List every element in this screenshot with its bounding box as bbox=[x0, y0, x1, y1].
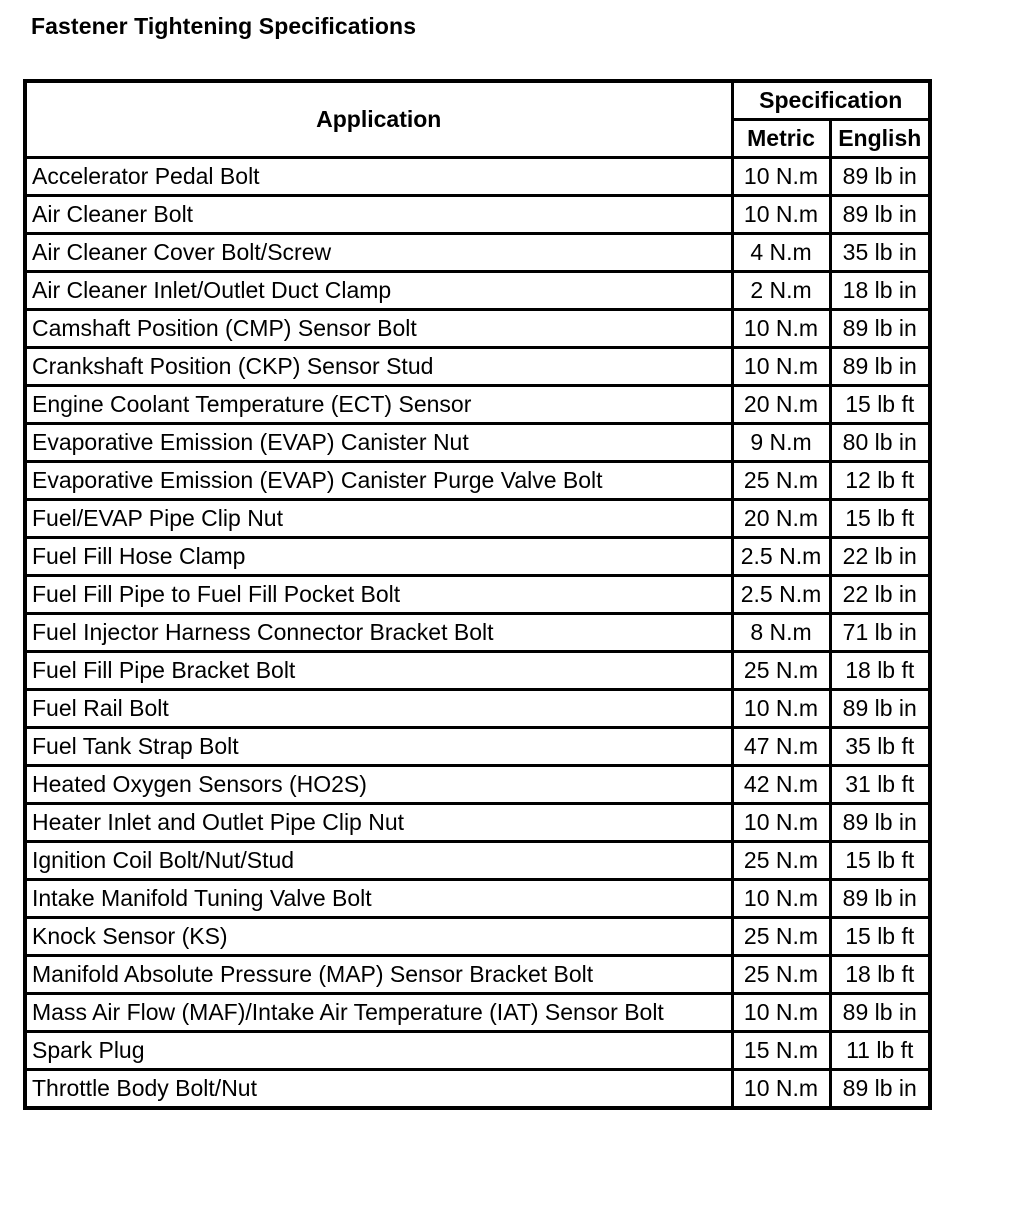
cell-metric: 10 N.m bbox=[732, 310, 830, 348]
cell-application: Fuel/EVAP Pipe Clip Nut bbox=[25, 500, 732, 538]
table-row bbox=[25, 500, 930, 538]
cell-metric: 15 N.m bbox=[732, 1032, 830, 1070]
cell-application: Evaporative Emission (EVAP) Canister Nut bbox=[25, 424, 732, 462]
cell-metric: 10 N.m bbox=[732, 1070, 830, 1109]
table-row bbox=[25, 766, 930, 804]
cell-metric: 10 N.m bbox=[732, 804, 830, 842]
cell-metric: 25 N.m bbox=[732, 842, 830, 880]
cell-english: 22 lb in bbox=[830, 538, 930, 576]
specification-table bbox=[23, 79, 932, 1110]
table-row bbox=[25, 462, 930, 500]
cell-english: 80 lb in bbox=[830, 424, 930, 462]
cell-english: 89 lb in bbox=[830, 804, 930, 842]
cell-english: 89 lb in bbox=[830, 158, 930, 196]
table-row bbox=[25, 804, 930, 842]
cell-application: Ignition Coil Bolt/Nut/Stud bbox=[25, 842, 732, 880]
table-row bbox=[25, 196, 930, 234]
table-header bbox=[25, 81, 930, 158]
table-row bbox=[25, 158, 930, 196]
cell-metric: 25 N.m bbox=[732, 918, 830, 956]
cell-english: 71 lb in bbox=[830, 614, 930, 652]
cell-english: 35 lb in bbox=[830, 234, 930, 272]
cell-english: 18 lb ft bbox=[830, 956, 930, 994]
cell-application: Manifold Absolute Pressure (MAP) Sensor Bracket Bolt bbox=[25, 956, 732, 994]
table-row bbox=[25, 348, 930, 386]
cell-application: Heated Oxygen Sensors (HO2S) bbox=[25, 766, 732, 804]
table-row bbox=[25, 234, 930, 272]
cell-english: 89 lb in bbox=[830, 310, 930, 348]
cell-metric: 10 N.m bbox=[732, 348, 830, 386]
cell-application: Air Cleaner Bolt bbox=[25, 196, 732, 234]
cell-metric: 25 N.m bbox=[732, 462, 830, 500]
table-row bbox=[25, 576, 930, 614]
header-application: Application bbox=[25, 81, 732, 158]
cell-metric: 20 N.m bbox=[732, 386, 830, 424]
cell-metric: 10 N.m bbox=[732, 690, 830, 728]
header-metric: Metric bbox=[732, 120, 830, 158]
cell-metric: 4 N.m bbox=[732, 234, 830, 272]
header-english: English bbox=[830, 120, 930, 158]
cell-english: 12 lb ft bbox=[830, 462, 930, 500]
cell-metric: 10 N.m bbox=[732, 880, 830, 918]
cell-application: Accelerator Pedal Bolt bbox=[25, 158, 732, 196]
cell-metric: 2.5 N.m bbox=[732, 538, 830, 576]
table-row bbox=[25, 272, 930, 310]
cell-application: Camshaft Position (CMP) Sensor Bolt bbox=[25, 310, 732, 348]
table-row bbox=[25, 728, 930, 766]
table-row bbox=[25, 424, 930, 462]
cell-english: 15 lb ft bbox=[830, 918, 930, 956]
cell-metric: 25 N.m bbox=[732, 652, 830, 690]
cell-english: 89 lb in bbox=[830, 880, 930, 918]
page-title: Fastener Tightening Specifications bbox=[31, 13, 417, 39]
cell-application: Fuel Fill Pipe to Fuel Fill Pocket Bolt bbox=[25, 576, 732, 614]
cell-metric: 8 N.m bbox=[732, 614, 830, 652]
cell-application: Mass Air Flow (MAF)/Intake Air Temperature (IAT) Sensor Bolt bbox=[25, 994, 732, 1032]
table-row bbox=[25, 918, 930, 956]
cell-application: Engine Coolant Temperature (ECT) Sensor bbox=[25, 386, 732, 424]
cell-application: Fuel Fill Pipe Bracket Bolt bbox=[25, 652, 732, 690]
cell-english: 31 lb ft bbox=[830, 766, 930, 804]
cell-metric: 2.5 N.m bbox=[732, 576, 830, 614]
cell-metric: 20 N.m bbox=[732, 500, 830, 538]
table-row bbox=[25, 880, 930, 918]
cell-application: Air Cleaner Cover Bolt/Screw bbox=[25, 234, 732, 272]
table-row bbox=[25, 386, 930, 424]
cell-metric: 47 N.m bbox=[732, 728, 830, 766]
cell-english: 18 lb in bbox=[830, 272, 930, 310]
table-row bbox=[25, 652, 930, 690]
cell-english: 89 lb in bbox=[830, 348, 930, 386]
header-specification: Specification bbox=[732, 81, 930, 120]
cell-metric: 10 N.m bbox=[732, 158, 830, 196]
cell-english: 35 lb ft bbox=[830, 728, 930, 766]
cell-metric: 9 N.m bbox=[732, 424, 830, 462]
table-row bbox=[25, 310, 930, 348]
cell-application: Spark Plug bbox=[25, 1032, 732, 1070]
cell-application: Evaporative Emission (EVAP) Canister Purge Valve Bolt bbox=[25, 462, 732, 500]
table-row bbox=[25, 614, 930, 652]
cell-application: Heater Inlet and Outlet Pipe Clip Nut bbox=[25, 804, 732, 842]
cell-application: Throttle Body Bolt/Nut bbox=[25, 1070, 732, 1109]
cell-application: Fuel Injector Harness Connector Bracket Bolt bbox=[25, 614, 732, 652]
table-row bbox=[25, 690, 930, 728]
cell-application: Fuel Tank Strap Bolt bbox=[25, 728, 732, 766]
table-row bbox=[25, 994, 930, 1032]
cell-application: Intake Manifold Tuning Valve Bolt bbox=[25, 880, 732, 918]
cell-application: Fuel Fill Hose Clamp bbox=[25, 538, 732, 576]
table-row bbox=[25, 1070, 930, 1109]
cell-english: 15 lb ft bbox=[830, 386, 930, 424]
cell-application: Crankshaft Position (CKP) Sensor Stud bbox=[25, 348, 732, 386]
table-row bbox=[25, 538, 930, 576]
cell-english: 89 lb in bbox=[830, 1070, 930, 1109]
cell-english: 15 lb ft bbox=[830, 500, 930, 538]
table-row bbox=[25, 842, 930, 880]
cell-english: 22 lb in bbox=[830, 576, 930, 614]
cell-english: 15 lb ft bbox=[830, 842, 930, 880]
cell-metric: 10 N.m bbox=[732, 196, 830, 234]
cell-application: Fuel Rail Bolt bbox=[25, 690, 732, 728]
cell-metric: 10 N.m bbox=[732, 994, 830, 1032]
cell-application: Knock Sensor (KS) bbox=[25, 918, 732, 956]
cell-application: Air Cleaner Inlet/Outlet Duct Clamp bbox=[25, 272, 732, 310]
cell-english: 18 lb ft bbox=[830, 652, 930, 690]
cell-english: 89 lb in bbox=[830, 196, 930, 234]
cell-english: 89 lb in bbox=[830, 690, 930, 728]
cell-metric: 2 N.m bbox=[732, 272, 830, 310]
table-body bbox=[25, 158, 930, 1109]
cell-metric: 42 N.m bbox=[732, 766, 830, 804]
cell-english: 89 lb in bbox=[830, 994, 930, 1032]
table-row bbox=[25, 1032, 930, 1070]
cell-metric: 25 N.m bbox=[732, 956, 830, 994]
table-row bbox=[25, 956, 930, 994]
cell-english: 11 lb ft bbox=[830, 1032, 930, 1070]
